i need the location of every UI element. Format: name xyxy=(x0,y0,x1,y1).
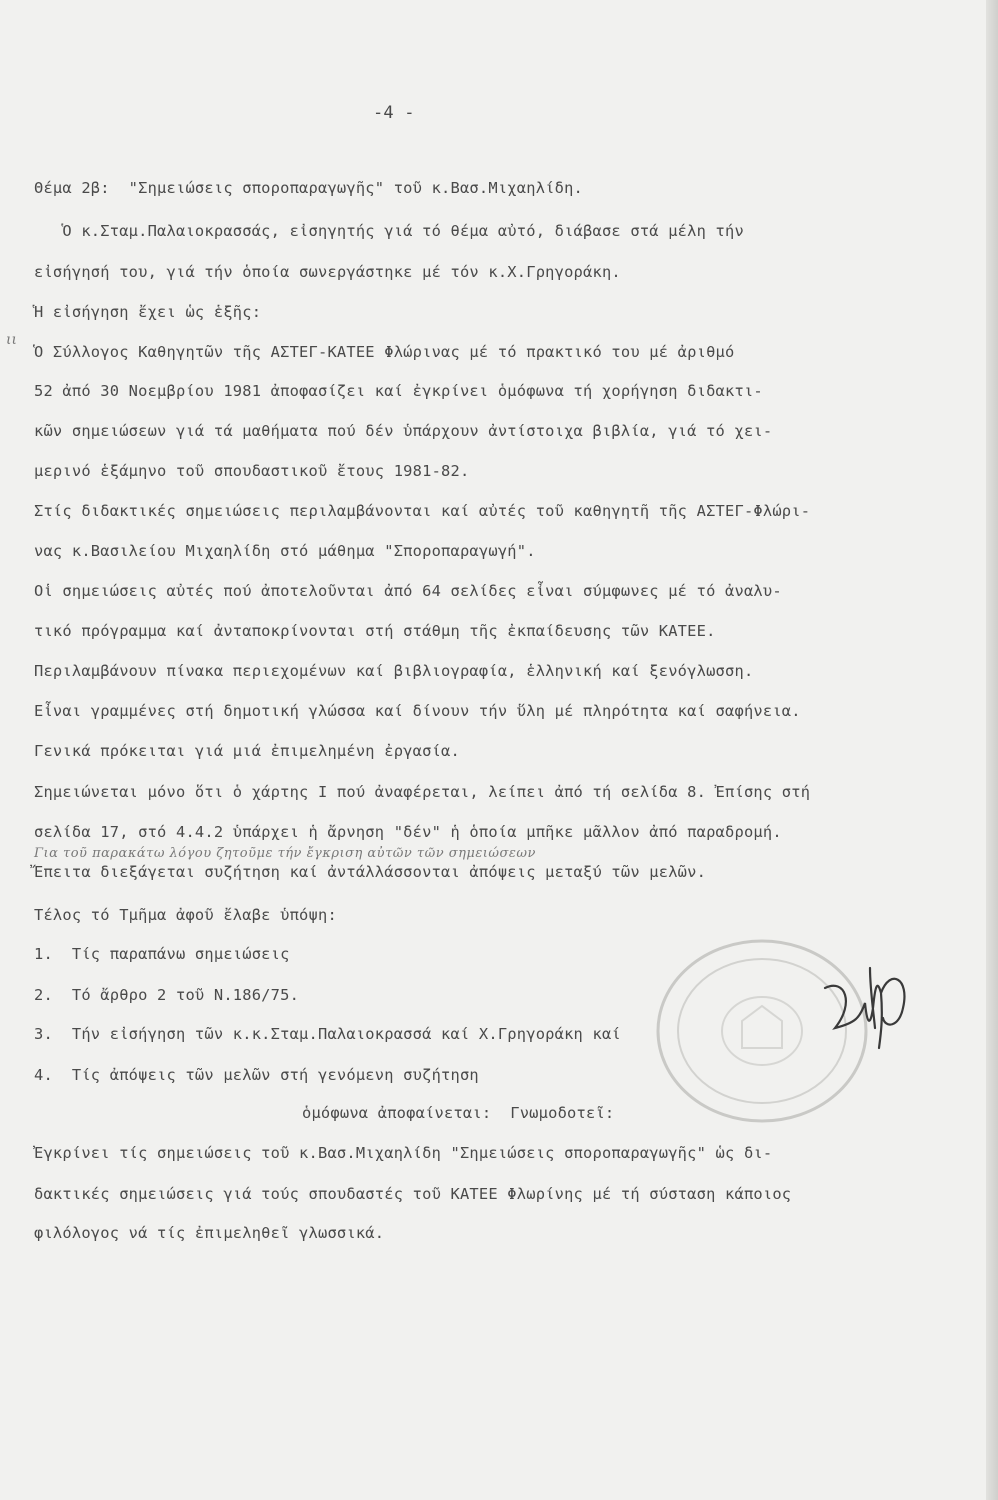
text-line: νας κ.Βασιλείου Μιχαηλίδη στό μάθημα "Σποροπαραγωγή". xyxy=(34,542,536,560)
text-line: Περιλαμβάνουν πίνακα περιεχομένων καί βιβλιογραφία, ἑλληνική καί ξενόγλωσση. xyxy=(34,662,754,680)
list-item: 4. Τίς ἀπόψεις τῶν μελῶν στή γενόμενη συζήτηση xyxy=(34,1066,479,1084)
decision-heading: ὁμόφωνα ἀποφαίνεται: Γνωμοδοτεῖ: xyxy=(302,1104,615,1122)
topic-heading: Θέμα 2β: "Σημειώσεις σποροπαραγωγῆς" τοῦ κ.Βασ.Μιχαηλίδη. xyxy=(34,179,584,197)
text-line: φιλόλογος νά τίς ἐπιμεληθεῖ γλωσσικά. xyxy=(34,1224,385,1242)
text-line: Σημειώνεται μόνο ὅτι ὁ χάρτης Ι πού ἀναφέρεται, λείπει ἀπό τή σελίδα 8. Ἐπίσης στή xyxy=(34,783,811,801)
text-line: Ἔπειτα διεξάγεται συζήτηση καί ἀντάλλάσσονται ἀπόψεις μεταξύ τῶν μελῶν. xyxy=(34,863,707,881)
text-line: σελίδα 17, στό 4.4.2 ὑπάρχει ἡ ἄρνηση "δέν" ἡ ὁποία μπῆκε μᾶλλον ἀπό παραδρομή. xyxy=(34,823,782,841)
text-line: Ἐγκρίνει τίς σημειώσεις τοῦ κ.Βασ.Μιχαηλίδη "Σημειώσεις σποροπαραγωγῆς" ὡς δι- xyxy=(34,1144,773,1162)
text-line: κῶν σημειώσεων γιά τά μαθήματα πού δέν ὑπάρχουν ἀντίστοιχα βιβλία, γιά τό χει- xyxy=(34,422,773,440)
signature xyxy=(815,948,915,1058)
text-line: Εἶναι γραμμένες στή δημοτική γλώσσα καί δίνουν τήν ὕλη μέ πληρότητα καί σαφήνεια. xyxy=(34,702,801,720)
text-line: Τέλος τό Τμῆμα ἀφοῦ ἔλαβε ὑπόψη: xyxy=(34,906,337,924)
text-line: μερινό ἑξάμηνο τοῦ σπουδαστικοῦ ἔτους 1981-82. xyxy=(34,462,470,480)
text-line: τικό πρόγραμμα καί ἀνταποκρίνονται στή στάθμη τῆς ἐκπαίδευσης τῶν ΚΑΤΕΕ. xyxy=(34,622,716,640)
text-line: Στίς διδακτικές σημειώσεις περιλαμβάνονται καί αὐτές τοῦ καθηγητῆ τῆς ΑΣΤΕΓ-Φλώρι- xyxy=(34,502,811,520)
text-line: δακτικές σημειώσεις γιά τούς σπουδαστές τοῦ ΚΑΤΕΕ Φλωρίνης μέ τή σύσταση κάποιος xyxy=(34,1185,792,1203)
text-line: εἰσήγησή του, γιά τήν ὁποία σωνεργάστηκε μέ τόν κ.Χ.Γρηγοράκη. xyxy=(34,263,621,281)
text-line: 52 ἀπό 30 Νοεμβρίου 1981 ἀποφασίζει καί ἐγκρίνει ὁμόφωνα τή χορήγηση διδακτι- xyxy=(34,382,763,400)
page-edge-shadow xyxy=(986,0,998,1500)
list-item: 2. Τό ἄρθρο 2 τοῦ Ν.186/75. xyxy=(34,986,300,1004)
text-line: Ἡ εἰσήγηση ἔχει ὡς ἑξῆς: xyxy=(34,303,262,321)
handwritten-note: Για τοῦ παρακάτω λόγου ζητοῦμε τήν ἔγκριση αὐτῶν τῶν σημειώσεων xyxy=(34,846,536,861)
page-number: -4 - xyxy=(373,103,415,123)
text-line: Ὁ Σύλλογος Καθηγητῶν τῆς ΑΣΤΕΓ-ΚΑΤΕΕ Φλώρινας μέ τό πρακτικό του μέ ἀριθμό xyxy=(34,343,735,361)
text-line: Ὁ κ.Σταμ.Παλαιοκρασσάς, εἰσηγητής γιά τό θέμα αὐτό, διάβασε στά μέλη τήν xyxy=(34,222,744,240)
text-line: Οἱ σημειώσεις αὐτές πού ἀποτελοῦνται ἀπό 64 σελίδες εἶναι σύμφωνες μέ τό ἀναλυ- xyxy=(34,582,782,600)
text-line: Γενικά πρόκειται γιά μιά ἐπιμελημένη ἐργασία. xyxy=(34,742,460,760)
margin-annotation: ιι xyxy=(6,332,17,348)
list-item: 1. Τίς παραπάνω σημειώσεις xyxy=(34,945,290,963)
list-item: 3. Τήν εἰσήγηση τῶν κ.κ.Σταμ.Παλαιοκρασσά καί Χ.Γρηγοράκη καί xyxy=(34,1025,621,1043)
